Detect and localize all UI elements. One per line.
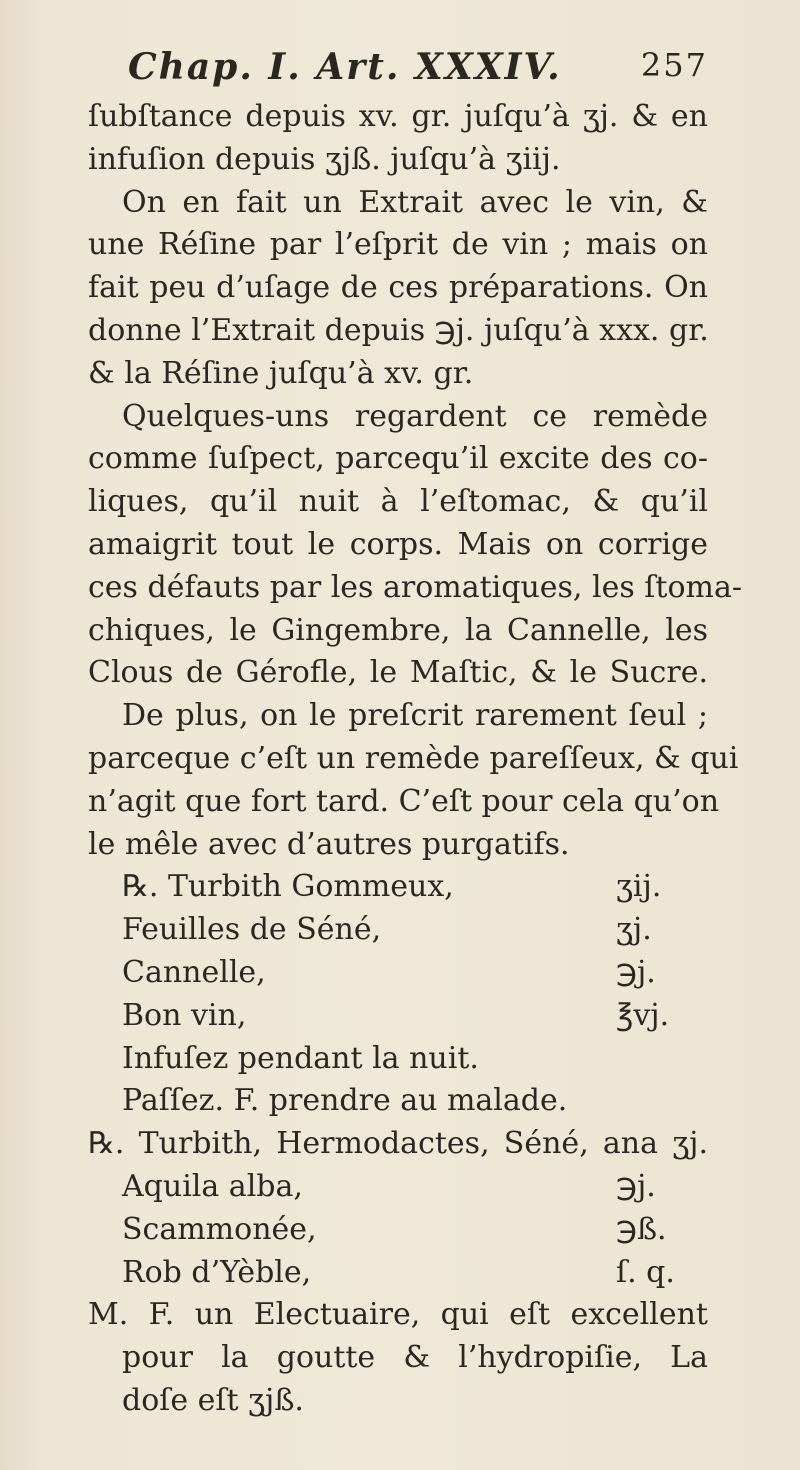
recipe-dose: ℈j.	[616, 1168, 656, 1204]
recipe-ingredient: Bon vin,	[122, 997, 247, 1033]
page-number: 257	[640, 46, 708, 84]
recipe-row	[88, 1252, 708, 1295]
recipe-row	[88, 1209, 708, 1252]
recipe-row	[88, 952, 708, 995]
recipe-note: Infuſez pendant la nuit.	[122, 1040, 479, 1076]
recipe-row	[88, 1166, 708, 1209]
text-line: & la Réſine juſqu’à xv. gr.	[88, 355, 474, 391]
text-line: fait peu d’uſage de ces préparations. On	[88, 270, 708, 306]
running-title: Chap. I. Art. XXXIV.	[128, 46, 562, 88]
recipe-dose: ℈j.	[616, 954, 656, 990]
text-line: Quelques-uns regardent ce remède	[122, 398, 708, 434]
text-line: M. F. un Electuaire, qui eſt excellent	[88, 1297, 708, 1333]
text-line: Clous de Gérofle, le Maſtic, & le Sucre.	[88, 655, 708, 691]
recipe-ingredient: Feuilles de Séné,	[122, 912, 382, 948]
text-line: ces défauts par les aromatiques, les ſtoma-	[88, 569, 742, 605]
recipe-dose: ℥vj.	[616, 997, 670, 1033]
text-line: ſubſtance depuis xv. gr. juſqu’à ʒj. & en	[88, 99, 708, 134]
recipe-ingredient: ℞. Turbith Gommeux,	[122, 869, 454, 905]
text-line: chiques, le Gingembre, la Cannelle, les	[88, 612, 708, 648]
text-line: n’agit que fort tard. C’eſt pour cela qu’on	[88, 783, 720, 819]
recipe-row	[88, 866, 708, 909]
text-line: donne l’Extrait depuis ℈j. juſqu’à xxx. gr.	[88, 312, 709, 348]
recipe-ingredient: Rob d’Yèble,	[122, 1254, 312, 1290]
page-body	[88, 96, 742, 1423]
text-line: le mêle avec d’autres purgatifs.	[88, 826, 570, 862]
recipe-dose: ʒij.	[616, 869, 662, 905]
text-line: liques, qu’il nuit à l’eſtomac, & qu’il	[88, 484, 708, 520]
text-line: une Réſine par l’eſprit de vin ; mais on	[88, 227, 708, 263]
recipe-heading: ℞. Turbith, Hermodactes, Séné, ana ʒj.	[88, 1126, 708, 1162]
recipe-note: Paſſez. F. prendre au malade.	[122, 1083, 568, 1119]
text-line: infuſion depuis ʒjß. juſqu’à ʒiij.	[88, 141, 561, 177]
recipe-ingredient: Aquila alba,	[122, 1168, 303, 1204]
running-header	[128, 46, 708, 90]
recipe-row	[88, 995, 708, 1038]
recipe-dose: ſ. q.	[616, 1254, 675, 1290]
recipe-dose: ℈ß.	[616, 1211, 667, 1247]
recipe-ingredient: Scammonée,	[122, 1211, 317, 1247]
text-line: amaigrit tout le corps. Mais on corrige	[88, 526, 708, 562]
text-line: On en fait un Extrait avec le vin, &	[122, 184, 708, 220]
recipe-row	[88, 909, 708, 952]
recipe-ingredient: Cannelle,	[122, 954, 266, 990]
recipe-dose: ʒj.	[616, 912, 652, 948]
text-line: De plus, on le preſcrit rarement ſeul ;	[122, 698, 708, 734]
text-line: pour la goutte & l’hydropiſie, La	[122, 1340, 708, 1376]
text-line: comme ſuſpect, parcequ’il excite des co-	[88, 441, 708, 477]
text-line: doſe eſt ʒjß.	[122, 1382, 304, 1418]
text-line: parceque c’eſt un remède pareſſeux, & qui	[88, 740, 739, 776]
